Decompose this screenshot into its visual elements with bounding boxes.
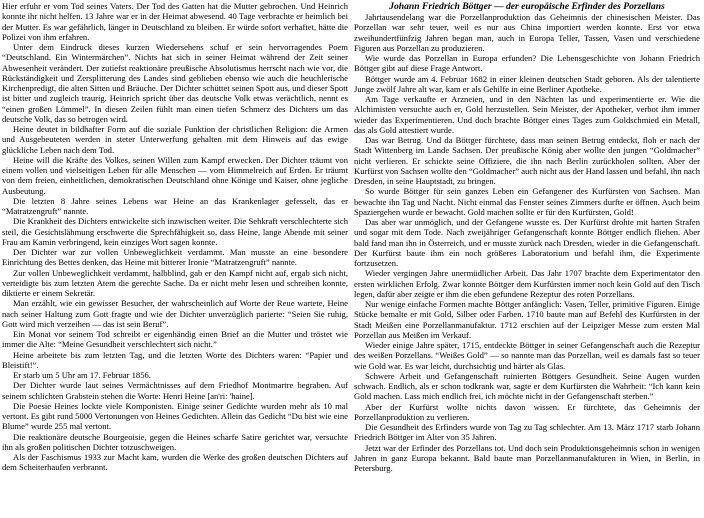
paragraph: Die letzten 8 Jahre seines Lebens war Heine an das Krankenlager gefesselt, das er “Matratzengruft” nannte. [2, 195, 348, 216]
paragraph: Der Dichter wurde laut seines Vermächtnisses auf dem Friedhof Montmartre begraben. Auf seinem schlichten Grabstein stehen die Worte: Henri Heine [an'ri: 'haine]. [2, 380, 348, 401]
left-column [2, 1, 348, 473]
paragraph: So wurde Böttger für sein ganzes Leben ein Gefangener des Kurfürsten von Sachsen. Man bewachte ihn Tag und Nacht. Nicht einmal das Fenster seines Zimmers durfte er öffnen. Auch beim Spaziergehen wurde er bewacht. Gold machen sollte er für den Kurfürsten, Gold! [354, 186, 700, 217]
paragraph: Der Dichter war zur vollen Unbeweglichkeit verdammt. Man musste an eine besondere Einrichtung des Bettes denken, das Heine mit bitterer Ironie “Matratzengruft” nannte. [2, 247, 348, 268]
paragraph: Ein Monat vor seinem Tod schreibt er eigenhändig einen Brief an die Mutter und tröstet wie immer die Alte: “Meine Gesundheit verschlechtert sich nicht.” [2, 329, 348, 350]
paragraph: Nur wenige einfache Formen machte Böttger anfänglich: Vasen, Teller, primitive Figuren. Einige Stücke bemalte er mit Gold, Silber oder Farben. 1710 baute man auf Befehl des Kurfürsten in der Stadt Meißen eine Porzellanmanufaktur. 1712 erschien auf der Leipziger Messe zum ersten Mal Porzellan aus Meißen im Verkauf. [354, 299, 700, 340]
paragraph: Die Gesundheit des Erfinders wurde von Tag zu Tag schlechter. Am 13. März 1717 starb Johann Friedrich Böttger im Alter von 35 Jahren. [354, 422, 700, 443]
paragraph: Aber der Kurfürst wollte nichts davon wissen. Er fürchtete, das Geheimnis der Porzellanproduktion zu verlieren. [354, 401, 700, 422]
paragraph: Als der Faschismus 1933 zur Macht kam, wurden die Werke des großen deutschen Dichters auf dem Scheiterhaufen verbrannt. [2, 452, 348, 473]
paragraph: Heine arbeitete bis zum letzten Tag, und die letzten Worte des Dichters waren: “Papier und Bleistift!”. [2, 349, 348, 370]
paragraph: Schwere Arbeit und Gefangenschaft ruinierten Böttgers Gesundheit. Seine Augen wurden schwach. Endlich, als er schon todkrank war, sagte er dem Kurfürsten die Wahrheit: “Ich kann kein Gold machen. Lass mich endlich frei, ich möchte nicht in der Gefangenschaft sterben.” [354, 370, 700, 402]
paragraph: Die Krankheit des Dichters entwickelte sich inzwischen weiter. Die Sehkraft verschlechterte sich steil, die Gesichtslähmung erschwerte die Sprechfähigkeit so, dass Heine, lange Abende mit seiner Frau am Kamin verbringend, kein einziges Wort sagen konnte. [2, 216, 348, 247]
paragraph: Wie wurde das Porzellan in Europa erfunden? Die Lebensgeschichte von Johann Friedrich Böttger gibt auf diese Frage Antwort. [354, 53, 700, 74]
paragraph: Man erzählt, wie ein gewisser Besucher, der wahrscheinlich auf Worte der Reue wartete, Heine nach seiner Haltung zum Gott fragte und wie der Dichter unverzüglich parierte: “Seien Sie ruhig, Gott wird mich verzeihen — das ist sein Beruf”. [2, 298, 348, 329]
paragraph: Wieder vergingen Jahre unermüdlicher Arbeit. Das Jahr 1707 brachte dem Experimentator den ersten wirklichen Erfolg. Zwar konnte Böttger dem Kurfürsten immer noch kein Gold auf den Tisch legen, dafür aber zeigte er ihm die eben gefundene Rezeptur des roten Porzellans. [354, 268, 700, 299]
paragraph: Am Tage verkaufte er Arzneien, und in den Nächten las und experimentierte er. Wie die Alchimisten versuchte auch er, Gold herzustellen. Sein Meister, der Apotheker, verbot ihm immer wieder das Experimentieren. Und doch brachte Böttger eines Tages zum Goldschmied ein Metall, das als Gold attestiert wurde. [354, 94, 700, 135]
paragraph: Die reaktionäre deutsche Bourgeoisie, gegen die Heines scharfe Satire gerichtet war, versuchte ihn als großen politischen Dichter totzuschweigen. [2, 431, 348, 452]
paragraph: Jahrtausendelang war die Porzellanproduktion das Geheimnis der chinesischen Meister. Das Porzellan war sehr teuer, weil es nur aus China importiert werden konnte. Erst vor etwa zweihundertfünfzig Jahren began man, auch in Europa Teller, Tassen, Vasen und verschiedene Figuren aus Porzellan zu produzieren. [354, 12, 700, 53]
article-title: Johann Friedrich Böttger — der europäische Erfinder des Porzellans [389, 1, 665, 12]
paragraph: Hier erfuhr er vom Tod seines Vaters. Der Tod des Gatten hat die Mutter gebrochen. Und Heinrich konnte ihr nicht helfen. 13 Jahre war er in der Heimat abwesend. 40 Tage verbrachte er heimlich bei der Mutter. Es war gefährlich, länger in Deutschland zu bleiben. Er würde sofort verhaftet, hätte die Polizei von ihm erfahren. [2, 1, 348, 42]
paragraph: Böttger wurde am 4. Februar 1682 in einer kleinen deutschen Stadt geboren. Als der talentierte Junge zwölf Jahre alt war, kam er als Gehilfe in eine Berliner Apotheke. [354, 73, 700, 94]
paragraph: Er starb um 5 Uhr am 17. Februar 1856. [13, 370, 151, 380]
paragraph: Heine deutet in bildhafter Form auf die soziale Funktion der christlichen Religion: die Armen und Ausgebeuteten werden in steter Unterwerfung gehalten mit dem Hinweis auf das ewige glückliche Leben nach dem Tod. [2, 124, 348, 155]
paragraph: Jetzt war der Erfinder des Porzellans tot. Und doch sein Produktionsgeheimnis schon in wenigen Jahren in ganz Europa bekannt. Bald baute man Porzellanmanufakturen in Wien, in Berlin, in Petersburg. [354, 442, 700, 473]
paragraph: Zur vollen Unbeweglichkeit verdammt, halbblind, gab er den Kampf nicht auf, ergab sich nicht, verteidigte bis zum letzten Atem die gerechte Sache. Da er nicht mehr lesen und schreiben konnte, diktierte er einem Sekretär. [2, 267, 348, 298]
paragraph: Das aber war unmöglich, und der Gefangene wusste es. Der Kurfürst drohte mit harten Strafen und sogar mit dem Tode. Nach zweijähriger Gefangenschaft konnte Böttger endlich fliehen. Aber bald fand man ihn in Österreich, und er musste zurück nach Dresden, wieder in die Gefangenschaft. Der Kurfürst baute ihm ein noch größeres Laboratorium und befahl ihm, die Experimente fortzusetzen. [354, 217, 700, 268]
paragraph: Die Poesie Heines lockte viele Komponisten. Einige seiner Gedichte wurden mehr als 10 mal vertont. Es gibt rund 5000 Vertonungen von Heines Gedichten. Allein das Gedicht “Du bist wie eine Blume” wurde 255 mal vertont. [2, 400, 348, 432]
right-column [354, 1, 700, 473]
paragraph: Wieder einige Jahre später, 1715, entdeckte Böttger in seiner Gefangenschaft auch die Rezeptur des weißen Porzellans. “Weißes Gold” — so nannte man das Porzellan, weil es damals fast so teuer wie Gold war. Es war leicht, durchsichtig und härter als Glas. [354, 340, 700, 371]
paragraph: Unter dem Eindruck dieses kurzen Wiedersehens schuf er sein hervorragendes Poem “Deutschland. Ein Wintermärchen”. Nichts hat sich in seiner Heimat während der Zeit seiner Abwesenheit verändert. Der zutiefst reaktionäre preußische Absolutismus herrscht nach wie vor, die Rückständigkeit und Zersplitterung des Landes sind geblieben ebenso wie auch die heuchlerische Kirchenpredigt, die alten Sitten und Bräuche. Der Dichter schüttet seinen Spott aus, und dieser Spott ist bitter und zugleich traurig. Heinrich spricht über das deutsche Volk etwas verächtlich, nennt es “einen großen Lümmel”. In diesen Zeilen fühlt man einen tiefen Schmerz des Dichters um das deutsche Volk, das so betrogen wird. [2, 42, 348, 124]
paragraph: Heine will die Kräfte des Volkes, seinen Willen zum Kampf erwecken. Der Dichter träumt von einem vollen und vielseitigen Leben für alle Menschen — vom Himmelreich auf Erden. Er träumt von dem freien, einheitlichen, demokratischen Deutschland ohne Könige und Kaiser, ohne jegliche Ausbeutung. [2, 154, 348, 196]
paragraph: Das war Betrug. Und da Böttger fürchtete, dass man seinen Betrug entdeckt, floh er nach der Stadt Wittenberg im Lande Sachsen. Der preußische König aber wollte den jungen “Goldmacher” nicht verlieren. Er schickte seine Offiziere, die ihn nach Berlin zurückholen sollten. Aber der Kurfürst von Sachsen wollte den “Goldmacher” auch nicht aus der Hand lassen und befahl, ihn nach Dresden, in seine Hauptstadt, zu bringen. [354, 135, 700, 186]
